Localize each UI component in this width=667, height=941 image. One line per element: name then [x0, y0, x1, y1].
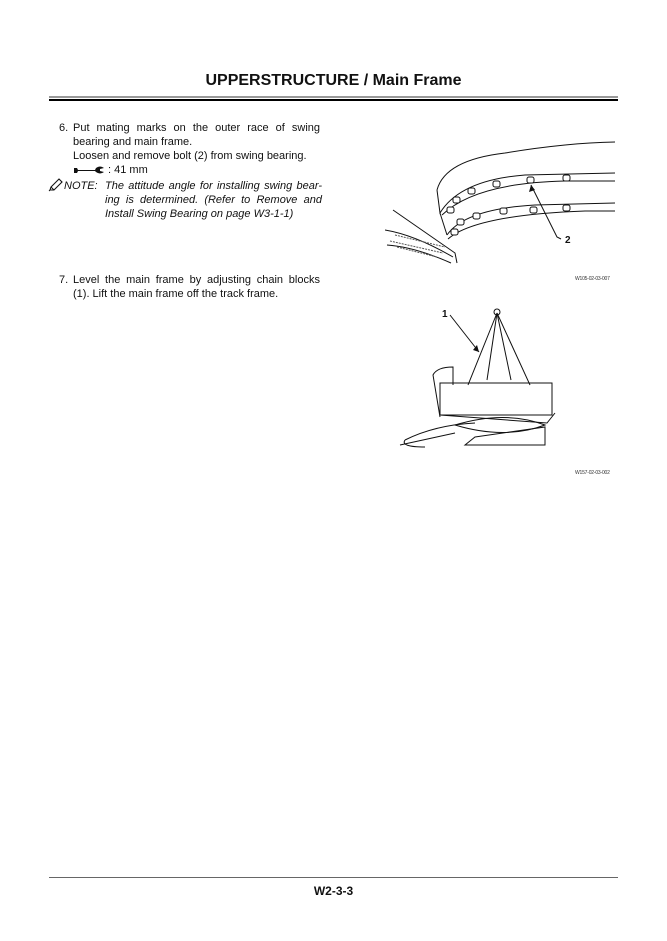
note	[48, 179, 322, 221]
step-number: 6.	[59, 122, 69, 134]
pencil-icon	[48, 178, 64, 192]
note-label: NOTE:	[64, 180, 98, 192]
tool-size: : 41 mm	[108, 164, 148, 176]
header-rule-black	[49, 99, 618, 101]
step-number: 7.	[59, 274, 69, 286]
figure-code: W105-02-03-007	[575, 276, 610, 282]
page-title: UPPERSTRUCTURE / Main Frame	[205, 72, 462, 89]
callout-2: 2	[565, 235, 571, 246]
figure-code: W157-02-03-002	[575, 470, 610, 476]
step-6	[59, 121, 320, 177]
step-text: Level the main frame by adjusting chain blocks (1). Lift the main frame off the track frame.	[73, 274, 320, 300]
footer-rule	[49, 877, 618, 878]
main-frame-lift-illustration	[395, 305, 620, 455]
swing-bearing-illustration	[385, 135, 620, 265]
page-number: W2-3-3	[313, 884, 354, 898]
header-rule-grey	[49, 96, 618, 98]
tool-spec	[73, 163, 320, 177]
step-text: Loosen and remove bolt (2) from swing bearing.	[73, 150, 307, 162]
wrench-icon	[73, 165, 105, 175]
step-7	[59, 273, 320, 301]
step-text: Put mating marks on the outer race of swing bearing and main frame.	[73, 122, 320, 148]
note-text: The attitude angle for installing swing bear-ing is determined. (Refer to Remove and Install Swing Bearing on page W3-1-1)	[105, 180, 322, 220]
callout-1: 1	[442, 309, 448, 320]
